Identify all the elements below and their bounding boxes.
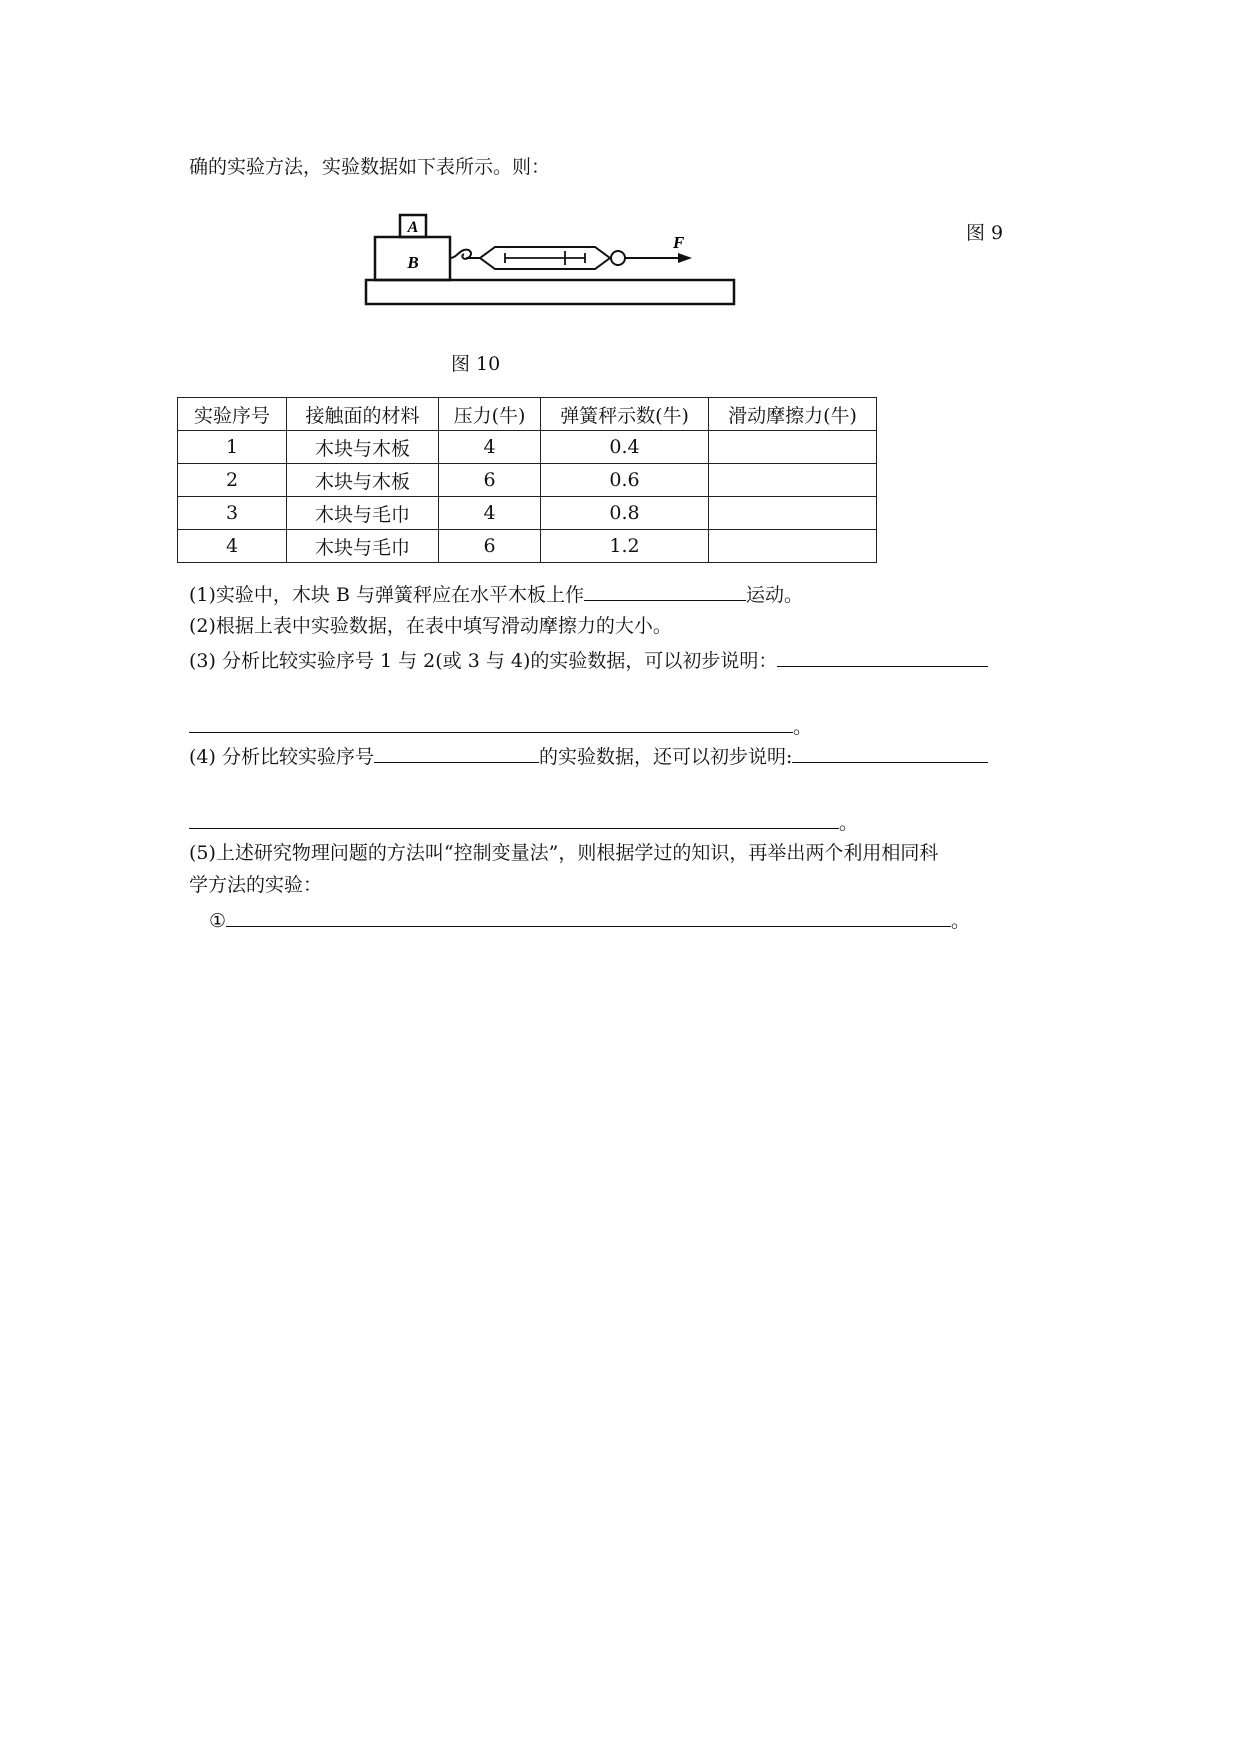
table-cell: 2 bbox=[178, 464, 287, 497]
table-row bbox=[178, 464, 877, 497]
question-3-blank[interactable] bbox=[777, 646, 988, 667]
table-cell: 木块与毛巾 bbox=[287, 530, 439, 563]
table-cell: 6 bbox=[439, 464, 541, 497]
question-1-blank[interactable] bbox=[584, 580, 746, 601]
scale-ring bbox=[611, 251, 625, 265]
question-4-blank[interactable] bbox=[792, 742, 988, 763]
table-cell: 1.2 bbox=[541, 530, 709, 563]
question-3-continuation bbox=[189, 712, 812, 740]
table-cell: 1 bbox=[178, 431, 287, 464]
figure-10-label: 图 10 bbox=[451, 353, 501, 375]
force-label: F bbox=[673, 233, 685, 252]
question-2: (2)根据上表中实验数据，在表中填写滑动摩擦力的大小。 bbox=[189, 615, 672, 637]
friction-answer-cell[interactable] bbox=[709, 497, 877, 530]
table-row bbox=[178, 530, 877, 563]
table-cell: 木块与木板 bbox=[287, 464, 439, 497]
question-5-line2: 学方法的实验： bbox=[189, 874, 323, 896]
figure-9-label: 图 9 bbox=[966, 222, 1004, 244]
question-4-blank-line2[interactable] bbox=[189, 808, 839, 829]
question-3 bbox=[189, 646, 988, 674]
question-5-item-1 bbox=[209, 906, 970, 934]
question-4-text: (4) 分析比较实验序号 bbox=[189, 746, 374, 768]
question-1-text-end: 运动。 bbox=[745, 584, 803, 606]
friction-answer-cell[interactable] bbox=[709, 464, 877, 497]
table-cell: 4 bbox=[439, 431, 541, 464]
question-4-end: 。 bbox=[839, 812, 859, 834]
question-4-continuation bbox=[189, 808, 858, 836]
table-cell: 木块与木板 bbox=[287, 431, 439, 464]
friction-answer-cell[interactable] bbox=[709, 530, 877, 563]
question-5-line1: (5)上述研究物理问题的方法叫“控制变量法”，则根据学过的知识，再举出两个利用相同科 bbox=[189, 842, 939, 864]
question-5-item-1-end: 。 bbox=[951, 910, 971, 932]
board bbox=[366, 280, 734, 304]
table-cell: 4 bbox=[178, 530, 287, 563]
table-header-row bbox=[178, 398, 877, 431]
table-row bbox=[178, 431, 877, 464]
data-table bbox=[177, 397, 877, 563]
table-cell: 3 bbox=[178, 497, 287, 530]
question-4-blank-number[interactable] bbox=[374, 742, 539, 763]
table-header-cell: 滑动摩擦力(牛) bbox=[709, 398, 877, 431]
question-3-end: 。 bbox=[793, 716, 813, 738]
experiment-diagram bbox=[360, 208, 740, 312]
table-header-cell: 压力(牛) bbox=[439, 398, 541, 431]
question-1-text: (1)实验中，木块 B 与弹簧秤应在水平木板上作 bbox=[189, 584, 584, 606]
question-3-blank-line2[interactable] bbox=[189, 712, 793, 733]
intro-text: 确的实验方法，实验数据如下表所示。则： bbox=[189, 156, 551, 178]
question-4 bbox=[189, 742, 988, 770]
question-5-item-1-blank[interactable] bbox=[226, 906, 951, 927]
table-header-cell: 接触面的材料 bbox=[287, 398, 439, 431]
table-cell: 0.8 bbox=[541, 497, 709, 530]
table-cell: 4 bbox=[439, 497, 541, 530]
table-header-cell: 实验序号 bbox=[178, 398, 287, 431]
question-5-item-1-marker: ① bbox=[209, 910, 227, 932]
question-1 bbox=[189, 580, 803, 608]
table-header-cell: 弹簧秤示数(牛) bbox=[541, 398, 709, 431]
table-cell: 0.6 bbox=[541, 464, 709, 497]
block-b-label: B bbox=[407, 253, 419, 272]
table-row bbox=[178, 497, 877, 530]
question-3-text: (3) 分析比较实验序号 1 与 2(或 3 与 4)的实验数据，可以初步说明： bbox=[189, 650, 778, 672]
friction-answer-cell[interactable] bbox=[709, 431, 877, 464]
table-cell: 6 bbox=[439, 530, 541, 563]
question-4-text-middle: 的实验数据，还可以初步说明: bbox=[538, 746, 793, 768]
block-a-label: A bbox=[407, 219, 419, 236]
table-cell: 木块与毛巾 bbox=[287, 497, 439, 530]
table-cell: 0.4 bbox=[541, 431, 709, 464]
